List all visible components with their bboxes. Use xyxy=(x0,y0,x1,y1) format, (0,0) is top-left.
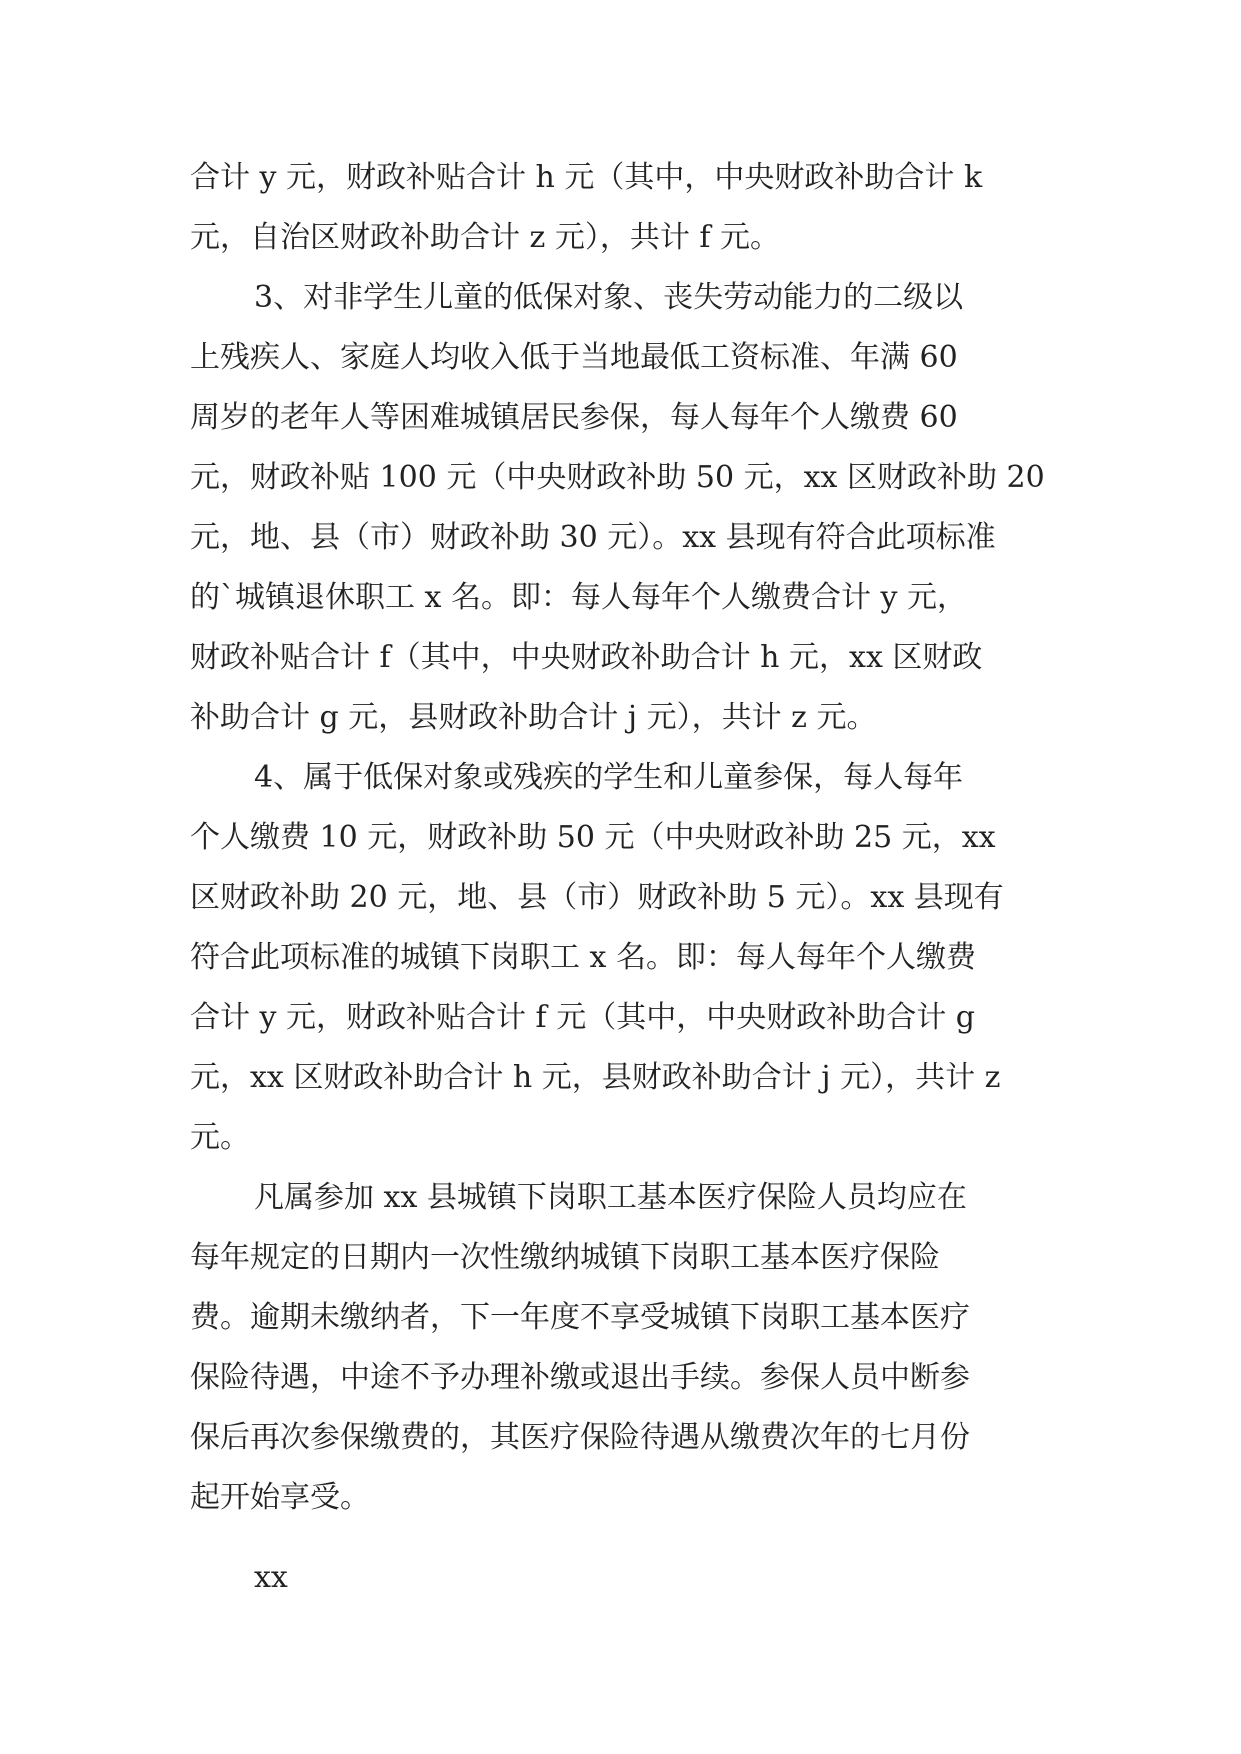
text-line: 周岁的老年人等困难城镇居民参保，每人每年个人缴费 60 xyxy=(190,400,958,435)
text-line: 补助合计 g 元，县财政补助合计 j 元），共计 z 元。 xyxy=(190,700,877,735)
text-line: 个人缴费 10 元，财政补助 50 元（中央财政补助 25 元，xx xyxy=(190,820,996,855)
text-line: 保险待遇，中途不予办理补缴或退出手续。参保人员中断参 xyxy=(190,1360,970,1395)
paragraph-3-start: 3、对非学生儿童的低保对象、丧失劳动能力的二级以 xyxy=(254,280,964,315)
text-line: 元，xx 区财政补助合计 h 元，县财政补助合计 j 元），共计 z xyxy=(190,1060,1001,1095)
text-line: 上残疾人、家庭人均收入低于当地最低工资标准、年满 60 xyxy=(190,340,958,375)
text-line: 起开始享受。 xyxy=(190,1480,370,1515)
text-line: 的`城镇退休职工 x 名。即：每人每年个人缴费合计 y 元， xyxy=(190,580,968,615)
spacer xyxy=(190,1528,1060,1548)
paragraph-4-start: 4、属于低保对象或残疾的学生和儿童参保，每人每年 xyxy=(254,760,964,795)
paragraph-5-start: 凡属参加 xx 县城镇下岗职工基本医疗保险人员均应在 xyxy=(254,1180,967,1215)
text-line: 元，财政补贴 100 元（中央财政补助 50 元，xx 区财政补助 20 xyxy=(190,460,1045,495)
text-line: 合计 y 元，财政补贴合计 h 元（其中，中央财政补助合计 k xyxy=(190,160,983,195)
text-line: 元，自治区财政补助合计 z 元），共计 f 元。 xyxy=(190,220,781,255)
closing-text: xx xyxy=(254,1560,288,1595)
text-line: 每年规定的日期内一次性缴纳城镇下岗职工基本医疗保险 xyxy=(190,1240,940,1275)
text-line: 费。逾期未缴纳者，下一年度不享受城镇下岗职工基本医疗 xyxy=(190,1300,970,1335)
document-body xyxy=(190,148,1060,1608)
text-line: 合计 y 元，财政补贴合计 f 元（其中，中央财政补助合计 g xyxy=(190,1000,975,1035)
text-line: 财政补贴合计 f（其中，中央财政补助合计 h 元，xx 区财政 xyxy=(190,640,983,675)
text-line: 元。 xyxy=(190,1120,250,1155)
text-line: 元，地、县（市）财政补助 30 元）。xx 县现有符合此项标准 xyxy=(190,520,996,555)
text-line: 保后再次参保缴费的，其医疗保险待遇从缴费次年的七月份 xyxy=(190,1420,970,1455)
text-line: 符合此项标准的城镇下岗职工 x 名。即：每人每年个人缴费 xyxy=(190,940,976,975)
text-line: 区财政补助 20 元，地、县（市）财政补助 5 元）。xx 县现有 xyxy=(190,880,1004,915)
